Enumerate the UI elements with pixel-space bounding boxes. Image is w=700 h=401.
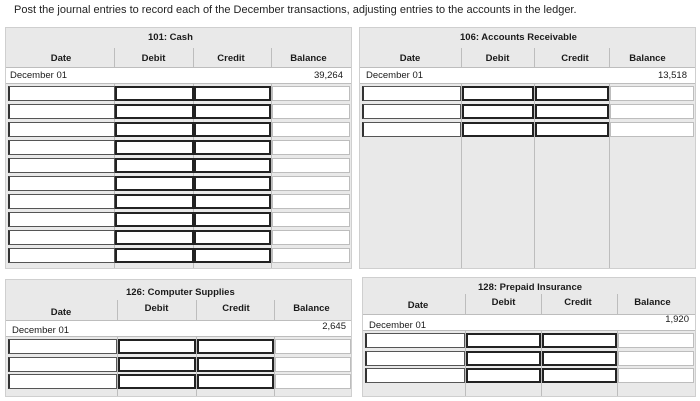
- balance-cell: [618, 368, 694, 383]
- column-header-date: Date: [50, 53, 72, 64]
- credit-input[interactable]: [194, 86, 271, 101]
- date-input[interactable]: [365, 351, 465, 366]
- opening-date: December 01: [10, 70, 68, 81]
- column-header-debit: Debit: [491, 297, 516, 308]
- opening-balance: 39,264: [313, 70, 343, 81]
- opening-balance: 13,518: [657, 70, 687, 81]
- column-header-date: Date: [399, 53, 421, 64]
- ledger-entry-row: [6, 212, 351, 227]
- balance-cell: [272, 176, 350, 191]
- ledger-entry-row: [6, 339, 351, 354]
- date-input[interactable]: [362, 122, 461, 137]
- debit-input[interactable]: [115, 104, 194, 119]
- column-header-credit: Credit: [222, 303, 250, 314]
- opening-date: December 01: [366, 70, 424, 81]
- balance-cell: [272, 86, 350, 101]
- credit-input[interactable]: [197, 357, 274, 372]
- ledger-entry-row: [6, 176, 351, 191]
- debit-input[interactable]: [466, 351, 541, 366]
- debit-input[interactable]: [462, 104, 534, 119]
- ledger-entry-row: [6, 104, 351, 119]
- column-header-balance: Balance: [293, 303, 330, 314]
- debit-input[interactable]: [118, 357, 196, 372]
- column-header-balance: Balance: [634, 297, 671, 308]
- debit-input[interactable]: [115, 230, 194, 245]
- column-header-debit: Debit: [144, 303, 169, 314]
- date-input[interactable]: [8, 104, 115, 119]
- ledger-entry-row: [6, 248, 351, 263]
- ledger-computer-supplies: [5, 279, 352, 397]
- date-input[interactable]: [8, 158, 115, 173]
- debit-input[interactable]: [115, 248, 194, 263]
- debit-input[interactable]: [466, 333, 541, 348]
- date-input[interactable]: [8, 357, 117, 372]
- balance-cell: [618, 333, 694, 348]
- debit-input[interactable]: [115, 194, 194, 209]
- credit-input[interactable]: [197, 374, 274, 389]
- balance-cell: [610, 86, 694, 101]
- debit-input[interactable]: [462, 86, 534, 101]
- ledger-entry-row: [363, 351, 695, 366]
- balance-cell: [275, 374, 351, 389]
- ledger-entry-row: [6, 140, 351, 155]
- column-header-debit: Debit: [485, 53, 510, 64]
- ledger-entry-row: [360, 86, 695, 101]
- balance-cell: [272, 104, 350, 119]
- opening-balance: 1,920: [665, 314, 689, 325]
- credit-input[interactable]: [194, 140, 271, 155]
- balance-cell: [272, 248, 350, 263]
- ledger-title: 106: Accounts Receivable: [460, 32, 577, 43]
- debit-input[interactable]: [115, 158, 194, 173]
- ledger-entry-row: [6, 86, 351, 101]
- balance-cell: [272, 194, 350, 209]
- opening-date: December 01: [12, 325, 70, 336]
- date-input[interactable]: [8, 140, 115, 155]
- date-input[interactable]: [365, 368, 465, 383]
- opening-balance: 2,645: [322, 321, 346, 332]
- ledger-entry-row: [6, 158, 351, 173]
- opening-date: December 01: [369, 320, 427, 331]
- balance-cell: [272, 158, 350, 173]
- balance-cell: [610, 104, 694, 119]
- date-input[interactable]: [8, 339, 117, 354]
- debit-input[interactable]: [115, 122, 194, 137]
- ledger-entry-row: [360, 122, 695, 137]
- credit-input[interactable]: [542, 351, 617, 366]
- ledger-accounts-receivable: [359, 27, 696, 269]
- date-input[interactable]: [362, 86, 461, 101]
- debit-input[interactable]: [115, 140, 194, 155]
- debit-input[interactable]: [118, 339, 196, 354]
- ledger-entry-row: [6, 357, 351, 372]
- column-header-credit: Credit: [217, 53, 245, 64]
- balance-cell: [272, 212, 350, 227]
- debit-input[interactable]: [466, 368, 541, 383]
- ledger-entry-row: [360, 104, 695, 119]
- credit-input[interactable]: [197, 339, 274, 354]
- date-input[interactable]: [8, 194, 115, 209]
- credit-input[interactable]: [194, 212, 271, 227]
- date-input[interactable]: [8, 176, 115, 191]
- credit-input[interactable]: [542, 368, 617, 383]
- date-input[interactable]: [8, 230, 115, 245]
- credit-input[interactable]: [194, 248, 271, 263]
- balance-cell: [610, 122, 694, 137]
- ledger-prepaid-insurance: [362, 277, 696, 397]
- balance-cell: [275, 357, 351, 372]
- date-input[interactable]: [8, 212, 115, 227]
- balance-cell: [275, 339, 351, 354]
- date-input[interactable]: [8, 248, 115, 263]
- credit-input[interactable]: [535, 104, 609, 119]
- debit-input[interactable]: [118, 374, 196, 389]
- credit-input[interactable]: [194, 230, 271, 245]
- ledger-title: 128: Prepaid Insurance: [478, 282, 583, 293]
- ledger-entry-row: [6, 194, 351, 209]
- debit-input[interactable]: [115, 176, 194, 191]
- balance-cell: [272, 122, 350, 137]
- credit-input[interactable]: [542, 333, 617, 348]
- ledger-entry-row: [6, 374, 351, 389]
- date-input[interactable]: [8, 122, 115, 137]
- ledger-entry-row: [6, 122, 351, 137]
- credit-input[interactable]: [194, 104, 271, 119]
- credit-input[interactable]: [535, 86, 609, 101]
- date-input[interactable]: [365, 333, 465, 348]
- ledger-title: 101: Cash: [148, 32, 193, 43]
- ledger-entry-row: [6, 230, 351, 245]
- column-header-credit: Credit: [561, 53, 589, 64]
- column-header-date: Date: [407, 300, 429, 311]
- ledger-cash: [5, 27, 352, 269]
- credit-input[interactable]: [194, 194, 271, 209]
- debit-input[interactable]: [115, 212, 194, 227]
- ledger-entry-row: [363, 368, 695, 383]
- column-header-credit: Credit: [564, 297, 592, 308]
- credit-input[interactable]: [194, 158, 271, 173]
- debit-input[interactable]: [462, 122, 534, 137]
- column-header-date: Date: [50, 307, 72, 318]
- balance-cell: [272, 230, 350, 245]
- date-input[interactable]: [362, 104, 461, 119]
- column-header-balance: Balance: [290, 53, 327, 64]
- ledger-entry-row: [363, 333, 695, 348]
- debit-input[interactable]: [115, 86, 194, 101]
- balance-cell: [272, 140, 350, 155]
- credit-input[interactable]: [535, 122, 609, 137]
- date-input[interactable]: [8, 374, 117, 389]
- instruction-text: Post the journal entries to record each of the December transactions, adjusting entries to the accounts in the ledger.: [14, 4, 577, 16]
- balance-cell: [618, 351, 694, 366]
- column-header-debit: Debit: [141, 53, 166, 64]
- column-header-balance: Balance: [629, 53, 666, 64]
- ledger-title: 126: Computer Supplies: [126, 287, 235, 298]
- credit-input[interactable]: [194, 122, 271, 137]
- credit-input[interactable]: [194, 176, 271, 191]
- date-input[interactable]: [8, 86, 115, 101]
